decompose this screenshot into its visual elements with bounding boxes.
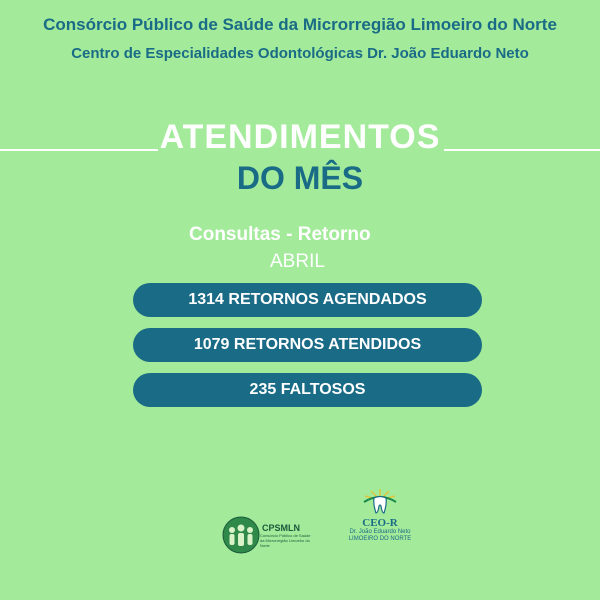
page-title: ATENDIMENTOS [159, 118, 441, 156]
ceo-name: CEO-R [362, 517, 398, 529]
header-title: Consórcio Público de Saúde da Microrregião Limoeiro do Norte [43, 15, 557, 34]
stat-no-shows: 235 FALTOSOS [133, 373, 482, 407]
tooth-sunrise-icon [358, 488, 402, 514]
section-subtitle: Consultas - Retorno [189, 224, 371, 245]
ceo-location: LIMOEIRO DO NORTE [348, 536, 412, 542]
cpsmln-tagline: Consórcio Público de Saúde da Microrregião Limoeiro do Norte [260, 532, 311, 548]
ceo-logo [340, 488, 420, 543]
stat-attended-returns: 1079 RETORNOS ATENDIDOS [133, 328, 482, 362]
header [0, 12, 600, 66]
month-label: ABRIL [270, 251, 325, 272]
people-group-icon [222, 516, 260, 554]
cpsmln-logo [222, 516, 312, 554]
page-title-second-line: DO MÊS [236, 160, 364, 196]
ceo-subtitle: Dr. João Eduardo Neto [349, 529, 411, 535]
cpsmln-name: CPSMLN [262, 522, 300, 533]
header-subtitle: Centro de Especialidades Odontológicas Dr. João Eduardo Neto [71, 45, 529, 62]
stat-scheduled-returns: 1314 RETORNOS AGENDADOS [133, 283, 482, 317]
